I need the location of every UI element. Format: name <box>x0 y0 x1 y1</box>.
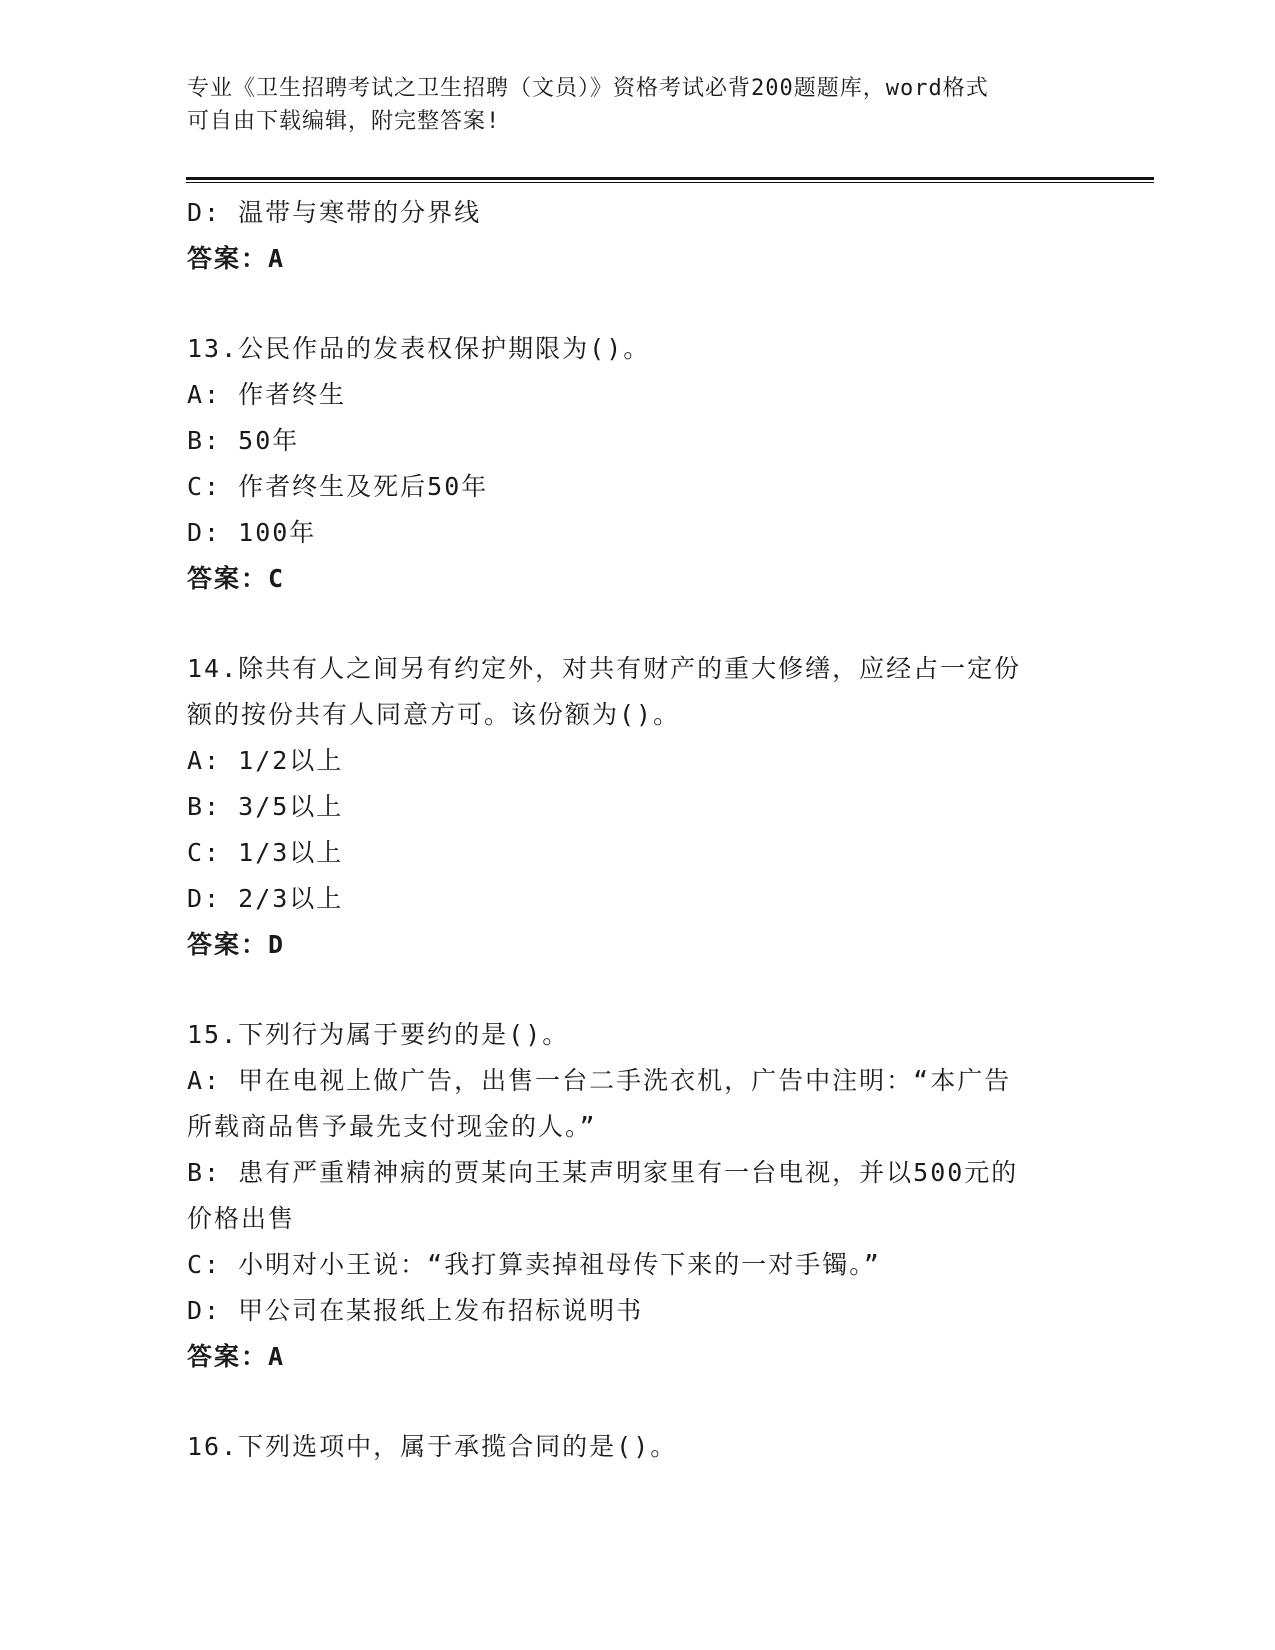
option-c: C: 小明对小王说：“我打算卖掉祖母传下来的一对手镯。” <box>187 1250 881 1279</box>
answer-line: 答案：A <box>187 244 286 273</box>
option-c: C: 1/3以上 <box>187 838 344 867</box>
header-divider-thin <box>186 182 1154 183</box>
spacer <box>187 1380 1087 1424</box>
question-12-tail <box>187 190 1087 282</box>
spacer <box>187 968 1087 1012</box>
question-stem: 15.下列行为属于要约的是()。 <box>187 1020 570 1049</box>
question-stem-line-1: 14.除共有人之间另有约定外，对共有财产的重大修缮，应经占一定份 <box>187 654 1022 683</box>
option-d: D: 甲公司在某报纸上发布招标说明书 <box>187 1296 644 1325</box>
header-line-1: 专业《卫生招聘考试之卫生招聘（文员）》资格考试必背200题题库，word格式 <box>187 76 989 101</box>
document-header <box>187 72 1067 138</box>
question-16 <box>187 1424 1087 1470</box>
question-list <box>187 190 1087 1470</box>
option-d: D: 100年 <box>187 518 317 547</box>
option-d: D: 温带与寒带的分界线 <box>187 198 482 227</box>
question-stem: 16.下列选项中，属于承揽合同的是()。 <box>187 1432 678 1461</box>
option-b-line-1: B: 患有严重精神病的贾某向王某声明家里有一台电视，并以500元的 <box>187 1158 1019 1187</box>
question-15 <box>187 1012 1087 1380</box>
option-a-line-1: A: 甲在电视上做广告，出售一台二手洗衣机，广告中注明：“本广告 <box>187 1066 1012 1095</box>
question-14 <box>187 646 1087 968</box>
question-stem-line-2: 额的按份共有人同意方可。该份额为()。 <box>187 700 681 729</box>
spacer <box>187 282 1087 326</box>
answer-line: 答案：D <box>187 930 286 959</box>
spacer <box>187 602 1087 646</box>
option-d: D: 2/3以上 <box>187 884 344 913</box>
option-b-line-2: 价格出售 <box>187 1204 296 1233</box>
question-13 <box>187 326 1087 602</box>
question-stem: 13.公民作品的发表权保护期限为()。 <box>187 334 651 363</box>
option-a-line-2: 所载商品售予最先支付现金的人。” <box>187 1112 597 1141</box>
answer-line: 答案：A <box>187 1342 286 1371</box>
option-a: A: 作者终生 <box>187 380 347 409</box>
option-c: C: 作者终生及死后50年 <box>187 472 489 501</box>
option-b: B: 3/5以上 <box>187 792 344 821</box>
option-b: B: 50年 <box>187 426 300 455</box>
answer-line: 答案：C <box>187 564 286 593</box>
header-divider-thick <box>186 177 1154 180</box>
option-a: A: 1/2以上 <box>187 746 344 775</box>
header-line-2: 可自由下载编辑，附完整答案! <box>187 109 501 134</box>
